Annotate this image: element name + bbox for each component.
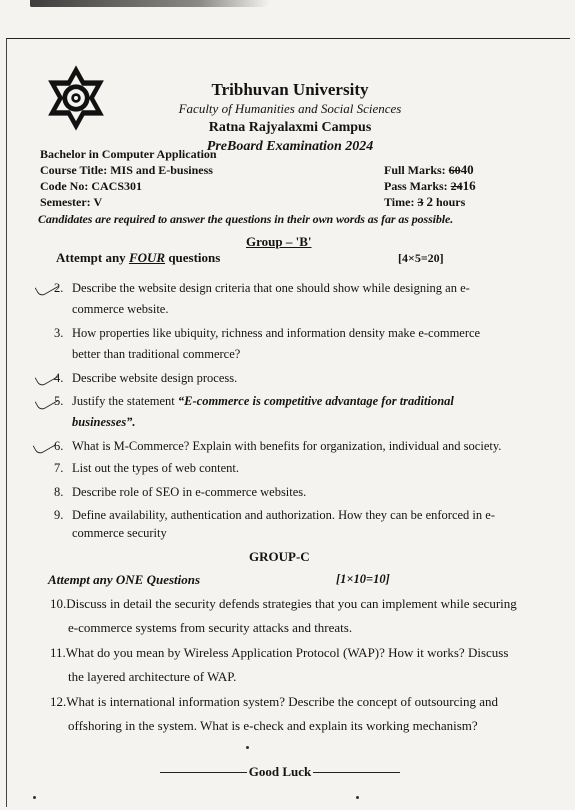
course-title-row: Course Title: MIS and E-business bbox=[40, 163, 213, 177]
marks-info bbox=[384, 162, 476, 210]
scan-smudge bbox=[30, 0, 270, 7]
time-unit: hours bbox=[435, 195, 466, 209]
campus-name: Ratna Rajyalaxmi Campus bbox=[208, 120, 372, 135]
good-luck: Good Luck bbox=[248, 764, 312, 779]
semester: V bbox=[93, 195, 103, 209]
time-old: 3 bbox=[417, 195, 424, 209]
pass-marks-row: Pass Marks: 2416 bbox=[384, 178, 476, 193]
footer bbox=[160, 764, 400, 780]
question-6: 6. What is M-Commerce? Explain with benefits for organization, individual and society. bbox=[54, 439, 502, 453]
course-title: MIS and E-business bbox=[110, 163, 213, 177]
question-12: 12.What is international information system? Describe the concept of outsourcing and offshoring in the system. What is e-check and explain its working mechanism? bbox=[50, 694, 499, 733]
full-marks-old: 60 bbox=[448, 163, 461, 177]
group-b-marks: [4×5=20] bbox=[398, 251, 444, 265]
time-row: Time: 3 2 hours bbox=[384, 194, 466, 209]
university-logo bbox=[42, 64, 110, 132]
pass-marks-old: 24 bbox=[450, 179, 463, 193]
question-4: 4. Describe website design process. bbox=[54, 371, 238, 385]
university-name: Tribhuvan University bbox=[211, 80, 369, 99]
instructions: Candidates are required to answer the questions in their own words as far as possible. bbox=[38, 212, 454, 226]
group-c-attempt: Attempt any ONE Questions bbox=[48, 572, 201, 587]
footer-rule-left bbox=[160, 772, 247, 773]
semester-row: Semester: V bbox=[40, 195, 103, 209]
question-3: 3. How properties like ubiquity, richness and information density make e-commerce better than traditional commerce? bbox=[54, 326, 481, 361]
group-b-attempt: Attempt any FOUR questions bbox=[56, 250, 221, 265]
question-8: 8. Describe role of SEO in e-commerce websites. bbox=[54, 485, 307, 499]
footer-rule-right bbox=[313, 772, 400, 773]
program-name: Bachelor in Computer Application bbox=[40, 147, 217, 161]
question-7: 7. List out the types of web content. bbox=[54, 461, 239, 475]
full-marks-row: Full Marks: 6040 bbox=[384, 162, 474, 177]
course-code: CACS301 bbox=[91, 179, 142, 193]
group-c-title: GROUP-C bbox=[249, 549, 310, 564]
scan-dot bbox=[33, 796, 36, 799]
exam-header bbox=[150, 80, 430, 156]
time-new: 2 bbox=[426, 194, 433, 209]
scan-dot bbox=[356, 796, 359, 799]
group-b-title: Group – 'B' bbox=[246, 234, 312, 249]
attempt-count: FOUR bbox=[128, 250, 166, 265]
question-11: 11.What do you mean by Wireless Application Protocol (WAP)? How it works? Discuss the layered architecture of WAP. bbox=[50, 645, 509, 684]
faculty-name: Faculty of Humanities and Social Sciences bbox=[178, 101, 402, 116]
question-9: 9. Define availability, authentication and authorization. How they can be enforced in e- commerce security bbox=[54, 508, 495, 540]
exam-name: PreBoard Examination 2024 bbox=[206, 139, 374, 154]
scan-dot bbox=[246, 746, 249, 749]
course-code-row: Code No: CACS301 bbox=[40, 179, 142, 193]
full-marks-new: 40 bbox=[460, 162, 474, 177]
group-c-marks: [1×10=10] bbox=[336, 572, 390, 586]
course-info bbox=[40, 146, 217, 210]
question-2: 2. Describe the website design criteria that one should show while designing an e- commerce website. bbox=[54, 281, 470, 316]
question-10: 10.Discuss in detail the security defends strategies that you can implement while securing e-commerce systems from security attacks and threats. bbox=[50, 596, 517, 635]
question-5: 5. Justify the statement “E-commerce is competitive advantage for traditional businesses”. bbox=[54, 394, 454, 429]
pass-marks-new: 16 bbox=[462, 178, 476, 193]
